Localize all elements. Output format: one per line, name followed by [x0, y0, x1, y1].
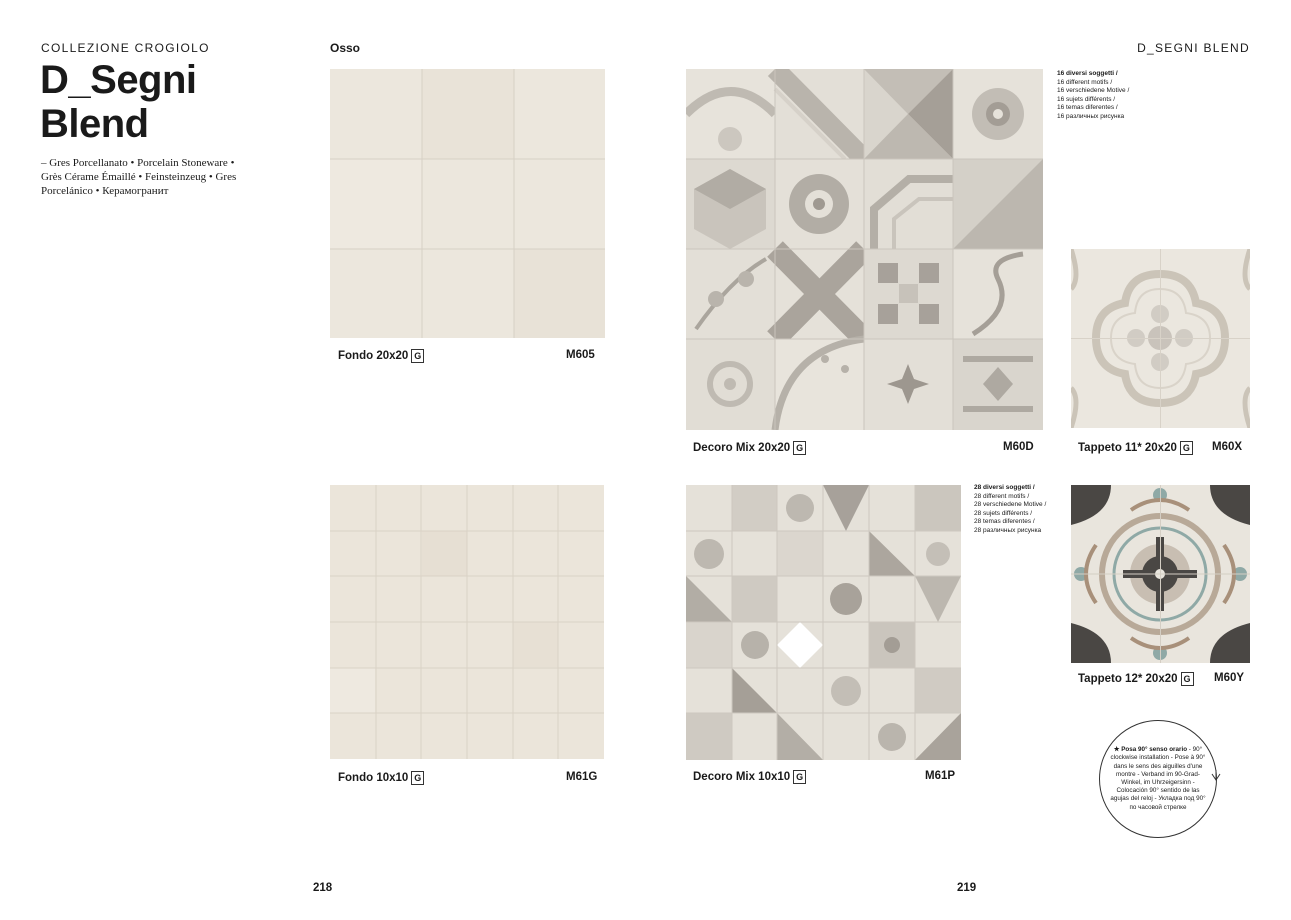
product-code: M605 [566, 349, 595, 361]
product-caption [693, 441, 806, 455]
product-name: Fondo 10x10 [338, 772, 409, 785]
finish-name: Osso [330, 41, 361, 55]
page-number-right: 219 [957, 882, 977, 894]
motifs-line: 28 diversi soggetti / [974, 484, 1035, 491]
product-name: Tappeto 12* 20x20 [1078, 673, 1178, 686]
finish-badge: G [411, 771, 424, 785]
title-line-1: D_Segni [40, 58, 197, 102]
page-number-left: 218 [313, 882, 333, 894]
tappeto-12-tile [1071, 485, 1250, 663]
motifs-line: 16 temas diferentes / [1057, 104, 1118, 111]
clockwise-arrow-icon [1208, 770, 1224, 788]
product-name: Decoro Mix 20x20 [693, 442, 791, 455]
motifs-note-16 [1057, 70, 1129, 121]
decoro-mix-20x20-tile [686, 69, 1043, 430]
tappeto-11-tile [1071, 249, 1250, 428]
finish-badge: G [1181, 672, 1194, 686]
product-code: M61G [566, 771, 598, 783]
finish-badge: G [1180, 441, 1193, 455]
decoro-mix-10x10-tile [686, 485, 961, 760]
title-line-2: Blend [40, 102, 149, 146]
motifs-line: 16 sujets différents / [1057, 95, 1116, 103]
motifs-line: 16 verschiedene Motive / [1057, 87, 1130, 94]
finish-badge: G [793, 770, 806, 784]
finish-badge: G [793, 441, 806, 455]
product-code: M61P [925, 770, 956, 782]
product-name: Tappeto 11* 20x20 [1078, 442, 1177, 455]
installation-note-text [1109, 746, 1207, 812]
motifs-line: 28 различных рисунка [974, 526, 1042, 534]
collection-name-right: D_SEGNI BLEND [1137, 41, 1250, 55]
product-name: Fondo 20x20 [338, 350, 409, 363]
installation-note [1099, 720, 1217, 838]
installation-note-title: ★ Posa 90° senso orario [1113, 746, 1188, 754]
product-code: M60D [1003, 441, 1034, 453]
product-caption [1078, 441, 1193, 455]
page-title [40, 58, 197, 146]
product-code: M60Y [1214, 672, 1245, 684]
installation-note-body: - 90° clockwise installation - Pose à 90° dans le sens des aiguilles d'une montre - Verband im 90-Grad-Winkel, im Uhrzeigersinn - Colocación 90° sentido de las agujas del reloj - Укладка под 90° по часовой стрелке [1110, 746, 1206, 811]
product-caption [338, 349, 424, 363]
motifs-line: 28 temas diferentes / [974, 518, 1035, 525]
materials-description: – Gres Porcellanato • Porcelain Stoneware • Grès Cérame Émaillé • Feinsteinzeug • Gres Porcelánico • Керамогранит [41, 157, 237, 197]
finish-badge: G [411, 349, 424, 363]
fondo-20x20-tile [330, 69, 605, 338]
product-caption [1078, 672, 1194, 686]
motifs-line: 16 different motifs / [1057, 78, 1113, 86]
motifs-line: 16 различных рисунка [1057, 112, 1125, 120]
fondo-10x10-tile [330, 485, 604, 759]
product-caption [693, 770, 806, 784]
motifs-note-28 [974, 484, 1046, 535]
motifs-line: 28 different motifs / [974, 492, 1030, 500]
motifs-line: 28 verschiedene Motive / [974, 501, 1047, 508]
product-code: M60X [1212, 441, 1243, 453]
product-caption [338, 771, 424, 785]
product-name: Decoro Mix 10x10 [693, 771, 791, 784]
motifs-line: 16 diversi soggetti / [1057, 70, 1118, 77]
collection-label: COLLEZIONE CROGIOLO [41, 41, 210, 55]
motifs-line: 28 sujets différents / [974, 509, 1033, 517]
